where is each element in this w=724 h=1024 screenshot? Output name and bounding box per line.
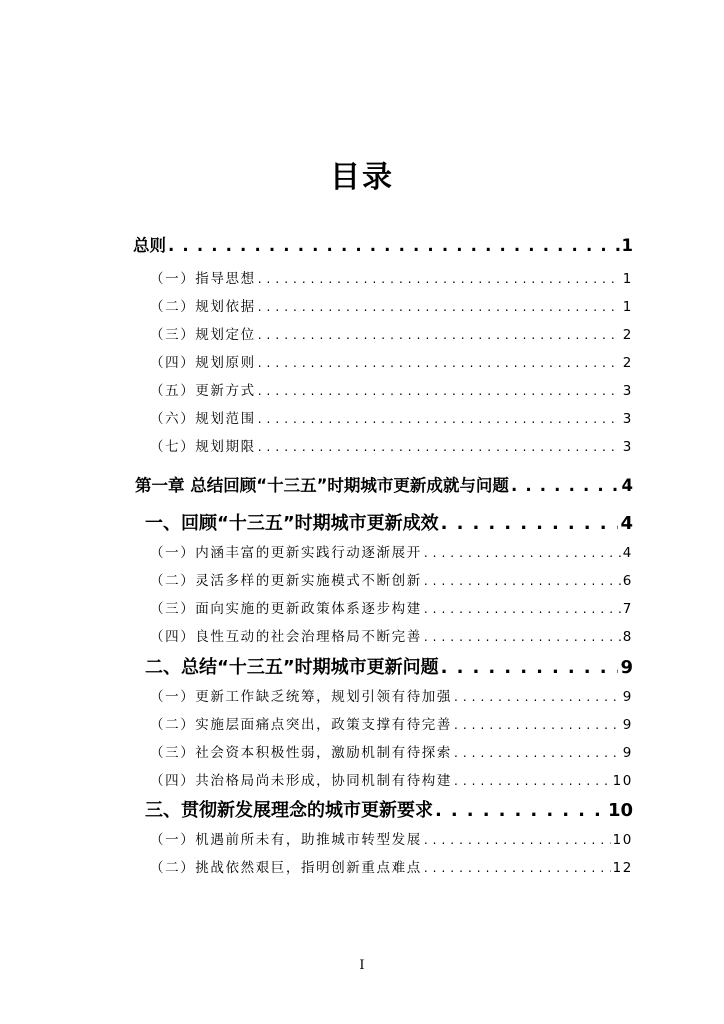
toc-entry-label: （四）共治格局尚未形成，协同机制有待构建	[150, 773, 452, 789]
toc-leader-dots	[424, 546, 621, 560]
toc-leader-dots	[441, 513, 619, 534]
toc-entry[interactable]	[150, 685, 633, 705]
toc-entry-page: 10	[607, 800, 633, 821]
toc-leader-dots	[454, 690, 621, 704]
toc-entry-label: 三、贯彻新发展理念的城市更新要求	[145, 800, 433, 821]
toc-entry-page: 1	[622, 299, 633, 315]
toc-entry-label: （四）良性互动的社会治理格局不断完善	[150, 629, 422, 645]
toc-entry-page: 3	[622, 411, 633, 427]
toc-leader-dots	[454, 774, 611, 788]
toc-entry-page: 9	[620, 657, 633, 678]
toc-entry-label: （一）指导思想	[150, 271, 256, 287]
toc-leader-dots	[454, 746, 621, 760]
toc-entry[interactable]	[150, 569, 633, 589]
toc-entry[interactable]	[150, 295, 633, 315]
toc-entry[interactable]	[150, 828, 633, 848]
toc-entry[interactable]	[150, 351, 633, 371]
toc-entry[interactable]	[150, 541, 633, 561]
toc-leader-dots	[168, 236, 620, 255]
toc-entry-label: （六）规划范围	[150, 411, 256, 427]
toc-entry[interactable]	[150, 435, 633, 455]
toc-entry-label: （一）更新工作缺乏统筹，规划引领有待加强	[150, 689, 452, 705]
toc-entry-page: 3	[622, 383, 633, 399]
toc-entry-label: 总则	[133, 236, 166, 255]
toc-entry-label: （三）面向实施的更新政策体系逐步构建	[150, 601, 422, 617]
toc-entry-page: 4	[621, 476, 633, 495]
toc-leader-dots	[258, 356, 621, 370]
toc-entry[interactable]	[150, 267, 633, 287]
toc-leader-dots	[424, 602, 621, 616]
toc-leader-dots	[511, 476, 620, 495]
toc-leader-dots	[435, 800, 606, 821]
toc-entry[interactable]	[145, 509, 633, 535]
toc-leader-dots	[258, 384, 621, 398]
toc-leader-dots	[454, 718, 621, 732]
toc-entry-page: 6	[622, 573, 633, 589]
toc-entry[interactable]	[150, 597, 633, 617]
toc-entry-label: 二、总结“十三五”时期城市更新问题	[145, 657, 439, 678]
toc-entry-label: （七）规划期限	[150, 439, 256, 455]
toc-entry-page: 4	[620, 513, 633, 534]
toc-entry-page: 2	[622, 355, 633, 371]
toc-entry-label: （一）机遇前所未有，助推城市转型发展	[150, 832, 422, 848]
page-title: 目录	[330, 160, 394, 195]
toc-entry[interactable]	[150, 856, 633, 876]
toc-leader-dots	[424, 574, 621, 588]
toc-entry-page: 1	[622, 271, 633, 287]
toc-entry-label: （二）灵活多样的更新实施模式不断创新	[150, 573, 422, 589]
toc-entry-page: 8	[622, 629, 633, 645]
toc-entry-label: （二）挑战依然艰巨，指明创新重点难点	[150, 860, 422, 876]
toc-entry-label: （一）内涵丰富的更新实践行动逐渐展开	[150, 545, 422, 561]
toc-entry[interactable]	[135, 472, 633, 496]
toc-leader-dots	[424, 861, 611, 875]
toc-entry-page: 9	[622, 717, 633, 733]
toc-entry-page: 10	[612, 832, 633, 848]
toc-entry[interactable]	[150, 741, 633, 761]
toc-entry-page: 12	[612, 860, 633, 876]
toc-entry-page: 9	[622, 689, 633, 705]
toc-entry-page: 10	[612, 773, 633, 789]
toc-entry-page: 7	[622, 601, 633, 617]
toc-entry-label: （五）更新方式	[150, 383, 256, 399]
toc-leader-dots	[258, 300, 621, 314]
toc-entry-label: 一、回顾“十三五”时期城市更新成效	[145, 513, 439, 534]
toc-leader-dots	[424, 833, 611, 847]
toc-entry[interactable]	[150, 713, 633, 733]
toc-entry-page: 3	[622, 439, 633, 455]
toc-entry-page: 2	[622, 327, 633, 343]
toc-leader-dots	[258, 412, 621, 426]
toc-entry-label: （三）社会资本积极性弱，激励机制有待探索	[150, 745, 452, 761]
toc-entry[interactable]	[145, 796, 633, 822]
toc-entry[interactable]	[150, 625, 633, 645]
toc-entry-label: （二）规划依据	[150, 299, 256, 315]
toc-entry-label: （三）规划定位	[150, 327, 256, 343]
toc-leader-dots	[258, 440, 621, 454]
toc-entry-label: （二）实施层面痛点突出，政策支撑有待完善	[150, 717, 452, 733]
toc-entry[interactable]	[150, 407, 633, 427]
toc-leader-dots	[258, 328, 621, 342]
page-number: I	[359, 958, 365, 973]
toc-entry-page: 4	[622, 545, 633, 561]
toc-entry[interactable]	[150, 323, 633, 343]
toc-entry-label: 第一章 总结回顾“十三五”时期城市更新成就与问题	[135, 476, 509, 495]
toc-leader-dots	[424, 630, 621, 644]
toc-leader-dots	[258, 272, 621, 286]
toc-entry[interactable]	[150, 379, 633, 399]
toc-entry-page: 1	[621, 236, 633, 255]
toc-entry-page: 9	[622, 745, 633, 761]
toc-entry[interactable]	[150, 769, 633, 789]
toc-entry-label: （四）规划原则	[150, 355, 256, 371]
toc-entry[interactable]	[133, 232, 633, 256]
toc-leader-dots	[441, 657, 619, 678]
toc-entry[interactable]	[145, 653, 633, 679]
